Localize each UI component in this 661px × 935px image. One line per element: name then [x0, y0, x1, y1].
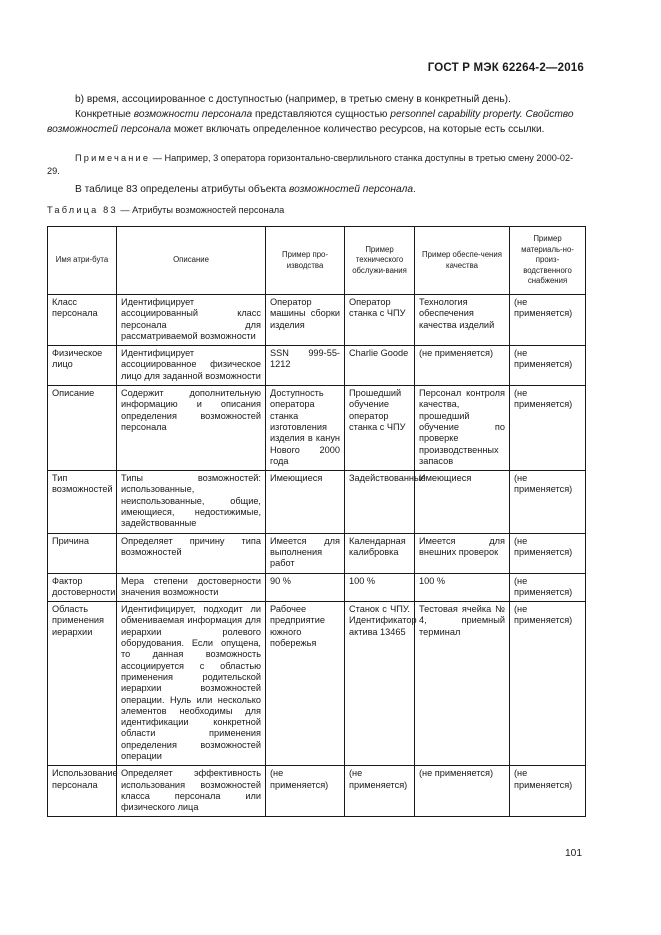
cell-production: Оператор машины сборки изделия — [266, 295, 345, 346]
cell-attribute: Использование персонала — [48, 766, 117, 817]
cell-inventory: (не применяется) — [510, 766, 586, 817]
cell-description: Определяет эффективность использования возможностей класса персонала или физического лица — [117, 766, 266, 817]
cell-quality: Имеется для внешних проверок — [415, 533, 510, 573]
cell-inventory: (не применяется) — [510, 386, 586, 471]
cell-production: 90 % — [266, 573, 345, 602]
cell-maintenance: 100 % — [345, 573, 415, 602]
table-caption-text: — Атрибуты возможностей персонала — [117, 205, 285, 215]
cell-inventory: (не применяется) — [510, 471, 586, 533]
paragraph-table-intro — [47, 182, 584, 197]
table-row — [48, 471, 586, 533]
cell-attribute: Класс персонала — [48, 295, 117, 346]
cell-maintenance: Задействованные — [345, 471, 415, 533]
document-header: ГОСТ Р МЭК 62264-2—2016 — [427, 62, 584, 74]
cell-inventory: (не применяется) — [510, 295, 586, 346]
table-row — [48, 766, 586, 817]
cell-maintenance: Календарная калибровка — [345, 533, 415, 573]
cell-description: Типы возможностей: использованные, неиспользованные, общие, имеющиеся, недостижимые, задействованные — [117, 471, 266, 533]
paragraph-capability-property — [47, 107, 584, 137]
table-row — [48, 346, 586, 386]
cell-quality: Технология обеспечения качества изделий — [415, 295, 510, 346]
header-quality-example: Пример обеспе-чения качества — [415, 227, 510, 295]
cell-inventory: (не применяется) — [510, 573, 586, 602]
note-label: Примечание — [75, 153, 151, 163]
cell-attribute: Причина — [48, 533, 117, 573]
table-row — [48, 602, 586, 766]
cell-description: Содержит дополнительную информацию и описания определения возможностей персонала — [117, 386, 266, 471]
table-row — [48, 533, 586, 573]
table-row — [48, 386, 586, 471]
table-caption — [47, 205, 284, 215]
cell-attribute: Физическое лицо — [48, 346, 117, 386]
header-maintenance-example: Пример технического обслужи-вания — [345, 227, 415, 295]
attributes-table — [47, 226, 586, 817]
cell-quality: 100 % — [415, 573, 510, 602]
table-caption-label: Таблица 83 — [47, 205, 118, 215]
text-run: . — [412, 184, 416, 195]
cell-production: (не применяется) — [266, 766, 345, 817]
text-run: В таблице 83 определены атрибуты объекта — [75, 184, 289, 195]
cell-inventory: (не применяется) — [510, 533, 586, 573]
header-production-example: Пример про-изводства — [266, 227, 345, 295]
page-number: 101 — [565, 848, 582, 859]
cell-quality: Персонал контроля качества, прошедший обучение по проверке производственных запасов — [415, 386, 510, 471]
cell-quality: Тестовая ячейка № 4, приемный терминал — [415, 602, 510, 766]
header-attribute-name: Имя атри-бута — [48, 227, 117, 295]
table-header-row — [48, 227, 586, 295]
cell-description: Идентифицирует, подходит ли обмениваемая информация для иерархии ролевого оборудования. Если опущена, то данная возможность ассоциируется с областью применения родительской иерархии возможностей операции. Нуль или несколько элементов необходимы для идентификации конкретной области применения определения возможностей операции — [117, 602, 266, 766]
note-text: — Например, 3 оператора горизонтально-сверлильного станка доступны в третью смену 2000-02-29. — [47, 153, 574, 176]
cell-description: Определяет причину типа возможностей — [117, 533, 266, 573]
text-run: представляются сущностью — [252, 109, 391, 120]
cell-attribute: Описание — [48, 386, 117, 471]
table-row — [48, 295, 586, 346]
cell-production: SSN 999-55-1212 — [266, 346, 345, 386]
cell-maintenance: Оператор станка с ЧПУ — [345, 295, 415, 346]
cell-production: Рабочее предприятие южного побережья — [266, 602, 345, 766]
header-inventory-example: Пример материаль-но-произ-водственного снабжения — [510, 227, 586, 295]
cell-description: Идентифицирует ассоциированный класс персонала для рассматриваемой возможности — [117, 295, 266, 346]
cell-description: Мера степени достоверности значения возможности — [117, 573, 266, 602]
cell-inventory: (не применяется) — [510, 602, 586, 766]
paragraph-availability-time: b) время, ассоциированное с доступностью (например, в третью смену в конкретный день). — [75, 94, 511, 105]
cell-maintenance: (не применяется) — [345, 766, 415, 817]
header-description: Описание — [117, 227, 266, 295]
cell-maintenance: Прошедший обучение оператор станка с ЧПУ — [345, 386, 415, 471]
text-run: Конкретные — [75, 109, 134, 120]
cell-attribute: Фактор достоверности — [48, 573, 117, 602]
cell-quality: (не применяется) — [415, 346, 510, 386]
cell-maintenance: Charlie Goode — [345, 346, 415, 386]
cell-maintenance: Станок с ЧПУ. Идентификатор актива 13465 — [345, 602, 415, 766]
table-row — [48, 573, 586, 602]
text-run: может включать определенное количество ресурсов, на которые есть ссылки. — [170, 124, 545, 135]
cell-production: Имеющиеся — [266, 471, 345, 533]
text-run-italic: возможностей персонала — [289, 184, 413, 195]
cell-quality: (не применяется) — [415, 766, 510, 817]
note-paragraph — [47, 152, 584, 178]
cell-production: Имеется для выполнения работ — [266, 533, 345, 573]
text-run-italic: возможности персонала — [133, 109, 253, 120]
text-run-italic: personnel capability property. Свойство возможностей персонала — [47, 109, 574, 135]
cell-production: Доступность оператора станка изготовления изделия в канун Нового 2000 года — [266, 386, 345, 471]
cell-quality: Имеющиеся — [415, 471, 510, 533]
cell-attribute: Область применения иерархии — [48, 602, 117, 766]
cell-inventory: (не применяется) — [510, 346, 586, 386]
cell-attribute: Тип возможностей — [48, 471, 117, 533]
cell-description: Идентифицирует ассоциированное физическое лицо для заданной возможности — [117, 346, 266, 386]
